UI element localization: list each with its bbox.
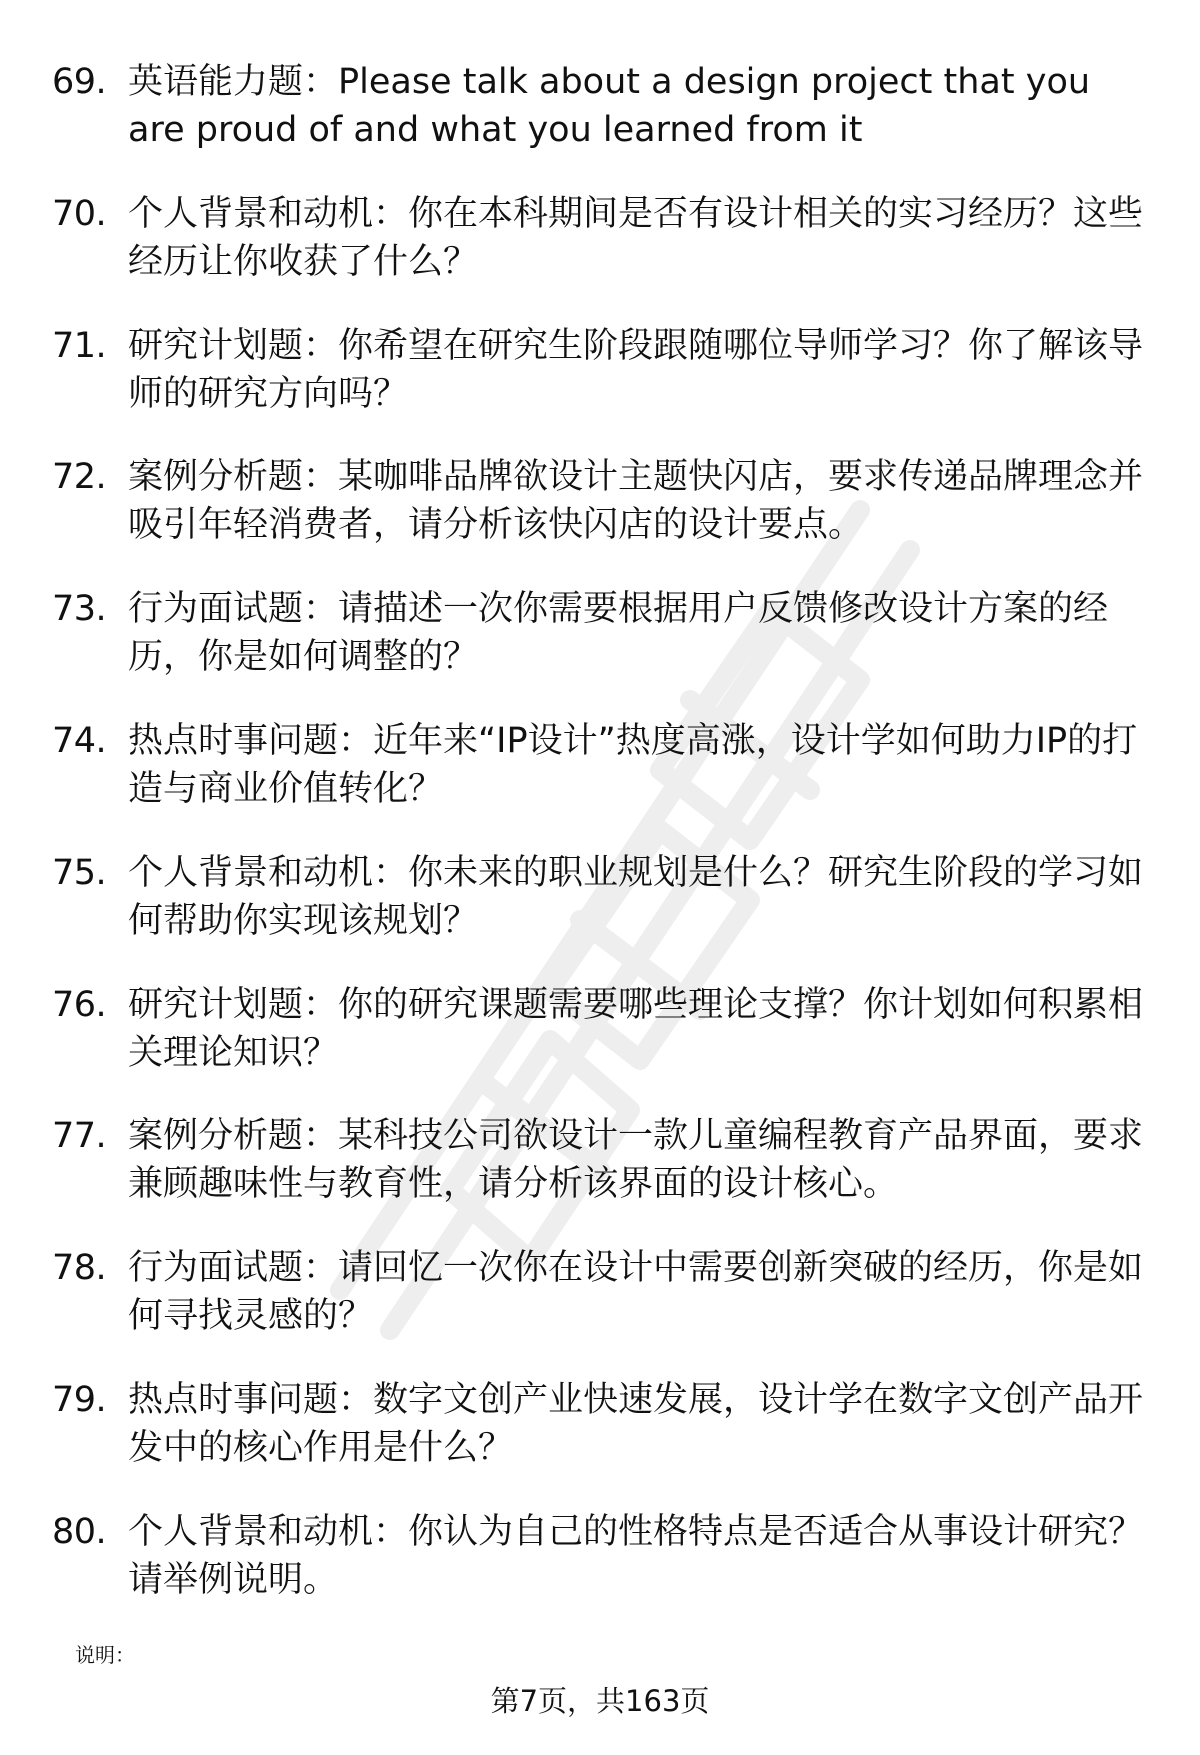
question-item [0,1376,1200,1508]
question-item [0,1508,1200,1640]
question-text: 你在本科期间是否有设计相关的实习经历？这些经历让你收获了什么？ [128,193,1144,282]
question-category: 案例分析题： [128,1116,339,1157]
question-number: 69. [52,62,107,102]
question-body [128,981,1146,1077]
question-item [0,322,1200,454]
question-body [128,849,1146,945]
page-footer: 第7页，共163页 [490,1684,710,1718]
question-category: 研究计划题： [128,325,339,366]
question-text: 请回忆一次你在设计中需要创新突破的经历，你是如何寻找灵感的？ [128,1248,1144,1337]
question-number: 71. [52,325,107,366]
question-item [0,190,1200,322]
question-number: 76. [52,984,107,1025]
question-body [128,190,1146,286]
question-number: 79. [52,1379,107,1420]
question-number: 77. [52,1116,107,1157]
question-item [0,1244,1200,1376]
question-body [128,717,1146,813]
question-category: 行为面试题： [128,589,339,630]
question-category: 个人背景和动机： [128,1511,409,1552]
question-body [128,322,1146,418]
question-category: 案例分析题： [128,457,339,498]
question-text: 你未来的职业规划是什么？研究生阶段的学习如何帮助你实现该规划？ [128,852,1144,941]
question-text: 某咖啡品牌欲设计主题快闪店，要求传递品牌理念并吸引年轻消费者，请分析该快闪店的设计要点。 [128,457,1144,546]
question-item [0,58,1200,190]
question-category: 热点时事问题： [128,720,374,761]
question-text: 你的研究课题需要哪些理论支撑？你计划如何积累相关理论知识？ [128,984,1144,1073]
question-item [0,453,1200,585]
question-item [0,849,1200,981]
question-text: 某科技公司欲设计一款儿童编程教育产品界面，要求兼顾趣味性与教育性，请分析该界面的设计核心。 [128,1116,1144,1205]
question-number: 72. [52,457,107,498]
question-text: 你希望在研究生阶段跟随哪位导师学习？你了解该导师的研究方向吗？ [128,325,1144,414]
question-number: 70. [52,193,107,234]
question-number: 78. [52,1248,107,1289]
question-category: 个人背景和动机： [128,852,409,893]
question-category: 英语能力题： [128,62,339,102]
question-body [128,453,1146,549]
question-item [0,585,1200,717]
question-text: 近年来“IP设计”热度高涨，设计学如何助力IP的打造与商业价值转化？ [128,720,1138,809]
question-item [0,981,1200,1113]
question-number: 80. [52,1511,107,1552]
question-number: 75. [52,852,107,893]
question-body [128,1376,1146,1472]
question-text: 数字文创产业快速发展，设计学在数字文创产品开发中的核心作用是什么？ [128,1379,1144,1468]
question-category: 个人背景和动机： [128,193,409,234]
question-number: 73. [52,589,107,630]
question-body [128,1508,1146,1604]
question-text: 请描述一次你需要根据用户反馈修改设计方案的经历，你是如何调整的？ [128,589,1109,678]
question-body [128,585,1146,681]
question-body [128,58,1146,154]
question-category: 热点时事问题： [128,1379,374,1420]
question-item [0,717,1200,849]
note-label: 说明： [75,1643,135,1667]
question-item [0,1112,1200,1244]
question-text: 你认为自己的性格特点是否适合从事设计研究？请举例说明。 [128,1511,1144,1600]
question-list [0,58,1200,1640]
question-body [128,1112,1146,1208]
question-category: 行为面试题： [128,1248,339,1289]
question-category: 研究计划题： [128,984,339,1025]
question-number: 74. [52,720,107,761]
question-text: Please talk about a design project that you are proud of and what you learned from it [128,62,1091,150]
question-body [128,1244,1146,1340]
